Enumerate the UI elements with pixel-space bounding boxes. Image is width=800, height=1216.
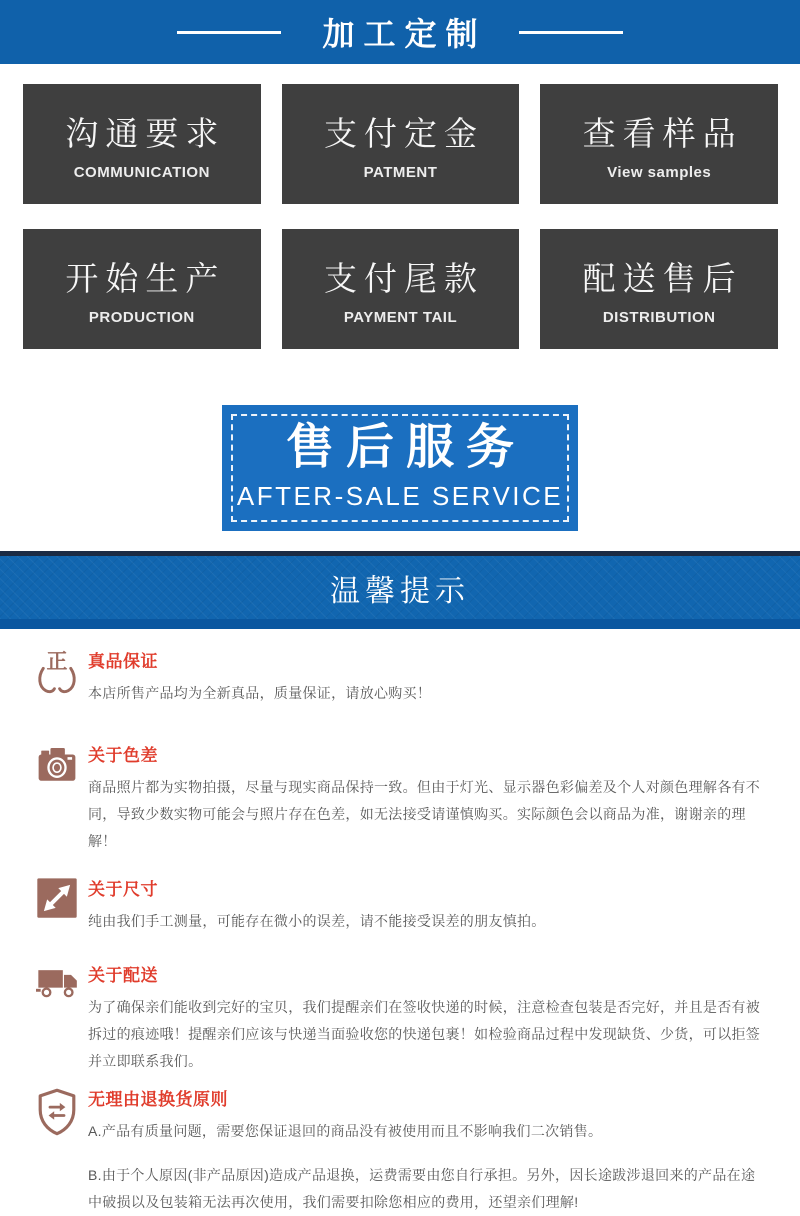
tips-banner: [0, 551, 800, 629]
header-banner: [0, 0, 800, 64]
step-title-zh: 开始生产: [65, 259, 226, 297]
tips-banner-main: [0, 556, 800, 619]
process-step-view-samples: [540, 84, 778, 204]
notice-title: 关于色差: [88, 746, 158, 765]
notice-authenticity: [36, 647, 770, 707]
notice-text: 纯由我们手工测量，可能存在微小的误差，请不能接受误差的朋友慎拍。: [88, 913, 546, 929]
after-sale-banner: [222, 405, 578, 531]
svg-text:正: 正: [46, 649, 68, 674]
step-title-en: COMMUNICATION: [73, 163, 210, 181]
tips-banner-title: 温馨提示: [330, 574, 470, 608]
authenticity-hands-icon: [36, 649, 78, 697]
step-title-en: PRODUCTION: [88, 308, 195, 326]
notice-content: [88, 961, 764, 1075]
notices-section: [0, 629, 800, 1216]
notice-text: 商品照片都为实物拍摄，尽量与现实商品保持一致。但由于灯光、显示器色彩偏差及个人对颜色理解各有不同，导致少数实物可能会与照片存在色差，如无法接受请谨慎购买。实际颜色会以商品为准，谢谢亲的理解！: [88, 779, 761, 849]
process-steps-grid: [23, 84, 778, 349]
step-title-zh: 配送售后: [582, 259, 743, 297]
camera-icon: [36, 743, 78, 787]
notice-title: 无理由退换货原则: [88, 1090, 228, 1109]
step-title-zh: 支付尾款: [323, 259, 484, 297]
notice-text: 本店所售产品均为全新真品，质量保证，请放心购买！: [88, 685, 432, 701]
step-title-en: PAYMENT TAIL: [343, 308, 458, 326]
decorative-line-right: [519, 31, 623, 34]
notice-delivery: [36, 961, 770, 1075]
step-title-en: View samples: [607, 163, 712, 181]
shield-exchange-icon: [36, 1087, 78, 1137]
process-step-payment-tail: [282, 229, 520, 349]
process-step-communication: [23, 84, 261, 204]
notice-color-difference: [36, 741, 770, 855]
step-title-zh: 沟通要求: [65, 114, 226, 152]
decorative-line-left: [177, 31, 281, 34]
notice-size: [36, 875, 770, 935]
notice-content: [88, 647, 764, 707]
process-step-distribution: [540, 229, 778, 349]
step-title-en: PATMENT: [363, 163, 438, 181]
notice-content: [88, 1085, 764, 1216]
process-step-payment-deposit: [282, 84, 520, 204]
truck-icon: [36, 963, 78, 1003]
step-title-zh: 支付定金: [323, 114, 484, 152]
step-title-zh: 查看样品: [582, 114, 743, 152]
process-step-production: [23, 229, 261, 349]
step-title-en: DISTRIBUTION: [602, 308, 716, 326]
page-title: 加工定制: [322, 16, 487, 52]
notice-content: [88, 875, 764, 935]
notice-return-policy: [36, 1085, 770, 1216]
after-sale-title-en: AFTER-SALE SERVICE: [236, 481, 564, 511]
notice-title: 关于配送: [88, 966, 158, 985]
notice-text: 为了确保亲们能收到完好的宝贝，我们提醒亲们在签收快递的时候，注意检查包装是否完好，并且是否有被拆过的痕迹哦！提醒亲们应该与快递当面验收您的快递包裹！如检验商品过程中发现缺货、少货，可以拒签并立即联系我们。: [88, 999, 761, 1069]
tips-banner-bottom-strip: [0, 619, 800, 629]
after-sale-title-zh: 售后服务: [285, 421, 526, 474]
notice-title: 真品保证: [88, 652, 158, 671]
notice-title: 关于尺寸: [88, 880, 158, 899]
notice-text: A.产品有质量问题，需要您保证退回的商品没有被使用而且不影响我们二次销售。: [88, 1123, 603, 1139]
notice-content: [88, 741, 764, 855]
notice-text: B.由于个人原因(非产品原因)造成产品退换，运费需要由您自行承担。另外，因长途跋涉退回来的产品在途中破损以及包装箱无法再次使用，我们需要扣除您相应的费用，还望亲们理解!: [88, 1167, 756, 1210]
size-arrow-icon: [36, 877, 78, 919]
